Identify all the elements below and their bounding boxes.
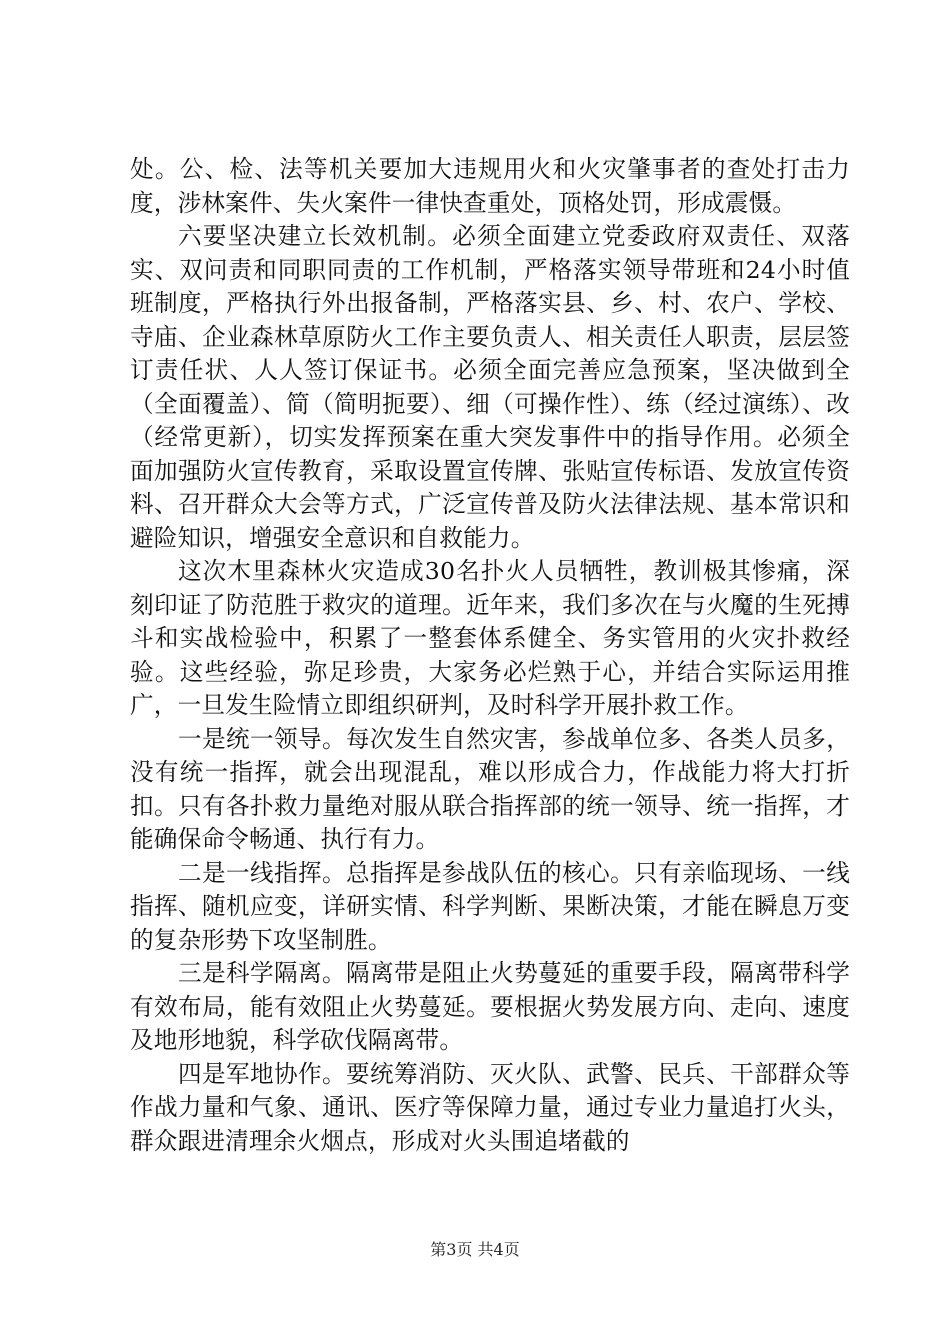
page-number-label: 第3页 共4页	[430, 1240, 520, 1259]
paragraph-2: 六要坚决建立长效机制。必须全面建立党委政府双责任、双落实、双问责和同职同责的工作机制，严格落实领导带班和24小时值班制度，严格执行外出报备制，严格落实县、乡、村、农户、学校、寺庙、企业森林草原防火工作主要负责人、相关责任人职责，层层签订责任状、人人签订保证书。必须全面完善应急预案，坚决做到全（全面覆盖）、简（简明扼要）、细（可操作性）、练（经过演练）、改（经常更新），切实发挥预案在重大突发事件中的指导作用。必须全面加强防火宣传教育，采取设置宣传牌、张贴宣传标语、发放宣传资料、召开群众大会等方式，广泛宣传普及防火法律法规、基本常识和避险知识，增强安全意识和自救能力。	[130, 222, 850, 552]
paragraph-1: 处。公、检、法等机关要加大违规用火和火灾肇事者的查处打击力度，涉林案件、失火案件一律快查重处，顶格处罚，形成震慑。	[130, 155, 850, 217]
page-footer	[0, 1240, 950, 1260]
paragraph-7: 四是军地协作。要统筹消防、灭火队、武警、民兵、干部群众等作战力量和气象、通讯、医疗等保障力量，通过专业力量追打火头，群众跟进清理余火烟点，形成对火头围追堵截的	[130, 1059, 850, 1155]
paragraph-3: 这次木里森林火灾造成30名扑火人员牺牲，教训极其惨痛，深刻印证了防范胜于救灾的道理。近年来，我们多次在与火魔的生死搏斗和实战检验中，积累了一整套体系健全、务实管用的火灾扑救经验。这些经验，弥足珍贵，大家务必烂熟于心，并结合实际运用推广，一旦发生险情立即组织研判，及时科学开展扑救工作。	[130, 557, 850, 719]
paragraph-5: 二是一线指挥。总指挥是参战队伍的核心。只有亲临现场、一线指挥、随机应变，详研实情、科学判断、果断决策，才能在瞬息万变的复杂形势下攻坚制胜。	[130, 858, 850, 954]
paragraph-6: 三是科学隔离。隔离带是阻止火势蔓延的重要手段，隔离带科学有效布局，能有效阻止火势蔓延。要根据火势发展方向、走向、速度及地形地貌，科学砍伐隔离带。	[130, 959, 850, 1054]
document-body	[130, 153, 850, 1158]
paragraph-4: 一是统一领导。每次发生自然灾害，参战单位多、各类人员多，没有统一指挥，就会出现混乱，难以形成合力，作战能力将大打折扣。只有各扑救力量绝对服从联合指挥部的统一领导、统一指挥，才能确保命令畅通、执行有力。	[130, 724, 850, 853]
